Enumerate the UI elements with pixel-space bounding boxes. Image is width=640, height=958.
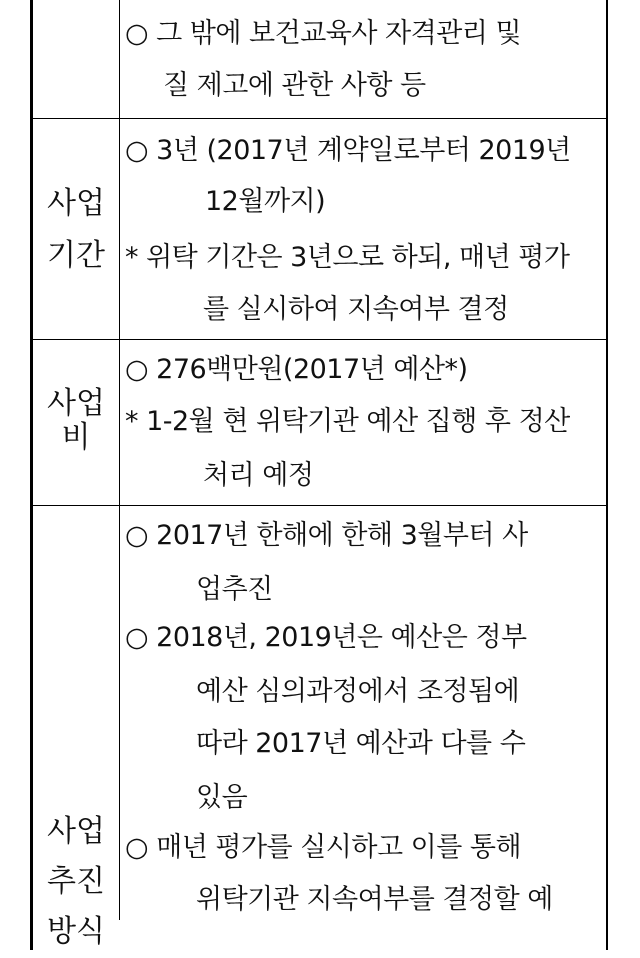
content-line: 질 제고에 관한 사항 등	[163, 70, 426, 101]
content-line: 12월까지)	[205, 186, 326, 217]
content-line: ○ 매년 평가를 실시하고 이를 통해	[125, 832, 522, 863]
content-line: ○ 3년 (2017년 계약일로부터 2019년	[125, 135, 571, 166]
row-label-line: 비	[61, 420, 91, 455]
row-label-line: 사업	[47, 386, 105, 421]
content-line: 있음	[196, 782, 248, 813]
content-line: 예산 심의과정에서 조정됨에	[196, 676, 520, 707]
content-line: 업추진	[196, 574, 273, 605]
row-divider	[30, 339, 608, 340]
content-line: 위탁기관 지속여부를 결정할 예	[196, 884, 553, 915]
content-line: ○ 그 밖에 보건교육사 자격관리 및	[125, 18, 522, 49]
content-line: ○ 276백만원(2017년 예산*)	[125, 354, 468, 385]
content-line: ○ 2018년, 2019년은 예산은 정부	[125, 622, 527, 653]
content-line: * 위탁 기간은 3년으로 하되, 매년 평가	[125, 242, 570, 273]
row-label-line: 기간	[47, 238, 105, 273]
row-divider	[30, 118, 608, 119]
row-label-line: 방식	[47, 914, 105, 949]
content-line: 따라 2017년 예산과 다를 수	[196, 728, 526, 759]
content-line: ○ 2017년 한해에 한해 3월부터 사	[125, 520, 528, 551]
content-line: 처리 예정	[203, 460, 314, 491]
row-label-line: 사업	[47, 814, 105, 849]
column-divider	[119, 0, 120, 920]
row-label-line: 사업	[47, 186, 105, 221]
row-divider	[30, 505, 608, 506]
row-label-line: 추진	[47, 864, 105, 899]
content-line: * 1-2월 현 위탁기관 예산 집행 후 정산	[125, 406, 570, 437]
content-line: 를 실시하여 지속여부 결정	[203, 294, 509, 325]
